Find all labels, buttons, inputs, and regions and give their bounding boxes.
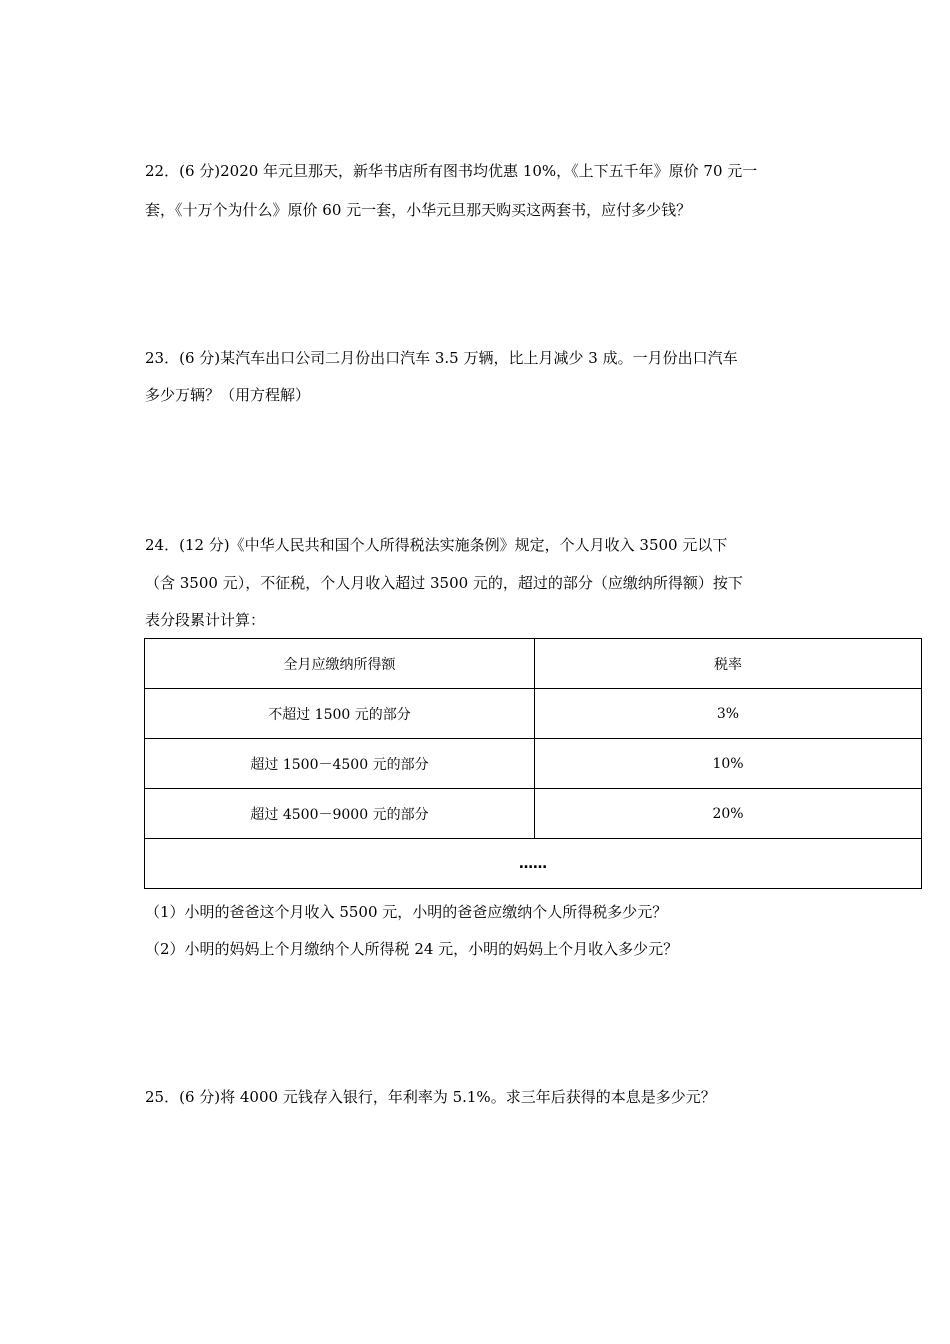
- table-cell-income: 超过 1500－4500 元的部分: [145, 739, 535, 789]
- tax-rate-table: [144, 638, 922, 889]
- question-24-sub-1: （1）小明的爸爸这个月收入 5500 元，小明的爸爸应缴纳个人所得税多少元？: [145, 903, 668, 921]
- table-cell-rate: 20%: [535, 789, 922, 839]
- table-cell-rate: 3%: [535, 689, 922, 739]
- table-header-income: 全月应缴纳所得额: [145, 639, 535, 689]
- question-22-line-2: 套，《十万个为什么》原价 60 元一套，小华元旦那天购买这两套书，应付多少钱？: [145, 201, 692, 219]
- question-22-line-1: 22．(6 分)2020 年元旦那天，新华书店所有图书均优惠 10%，《上下五千年》原价 70 元一: [145, 162, 758, 180]
- table-cell-income: 不超过 1500 元的部分: [145, 689, 535, 739]
- table-cell-rate: 10%: [535, 739, 922, 789]
- table-row: [145, 739, 922, 789]
- table-row: [145, 689, 922, 739]
- question-24-line-1: 24．(12 分)《中华人民共和国个人所得税法实施条例》规定，个人月收入 3500 元以下: [145, 536, 728, 554]
- question-24-line-2: （含 3500 元），不征税，个人月收入超过 3500 元的，超过的部分（应缴纳所得额）按下: [145, 574, 743, 592]
- table-row: [145, 789, 922, 839]
- question-24-line-3: 表分段累计计算：: [145, 611, 266, 629]
- table-footer-row: [145, 839, 922, 889]
- question-23-line-2: 多少万辆？（用方程解）: [145, 386, 311, 404]
- question-23-line-1: 23．(6 分)某汽车出口公司二月份出口汽车 3.5 万辆，比上月减少 3 成。一月份出口汽车: [145, 349, 738, 367]
- table-cell-income: 超过 4500－9000 元的部分: [145, 789, 535, 839]
- table-ellipsis: ……: [145, 839, 922, 889]
- table-header-rate: 税率: [535, 639, 922, 689]
- question-24-sub-2: （2）小明的妈妈上个月缴纳个人所得税 24 元，小明的妈妈上个月收入多少元？: [145, 940, 679, 958]
- table-header-row: [145, 639, 922, 689]
- question-25-line-1: 25．(6 分)将 4000 元钱存入银行，年利率为 5.1%。求三年后获得的本息是多少元？: [145, 1088, 716, 1106]
